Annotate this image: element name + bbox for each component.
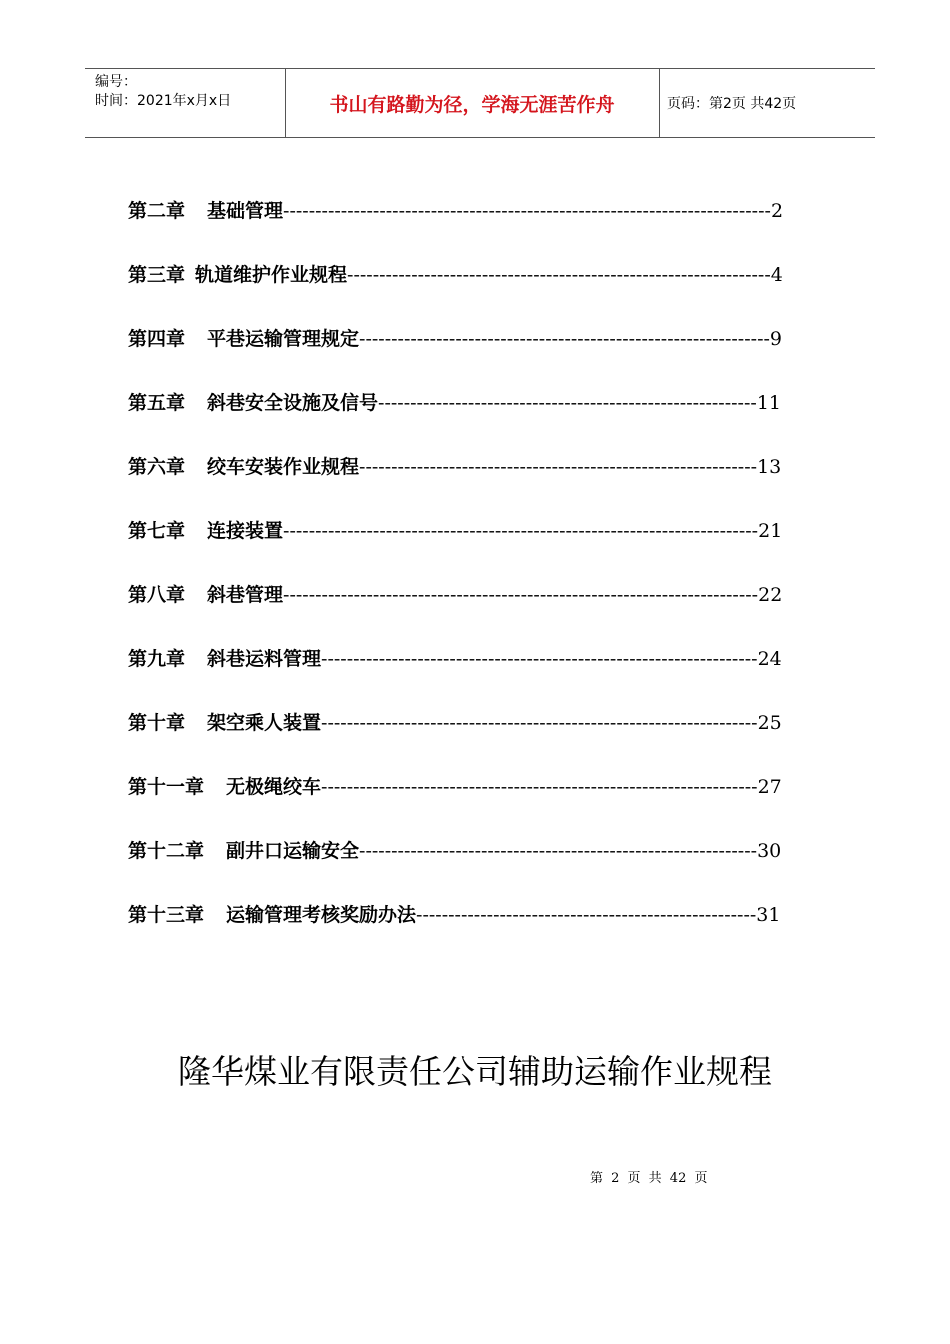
toc-chapter: 第十一章 <box>128 776 205 798</box>
toc-entry[interactable] <box>128 773 782 801</box>
toc-title: 架空乘人装置 <box>207 712 322 734</box>
toc-leader: ----------------------------------------------------- <box>416 904 757 926</box>
header-motto: 书山有路勤为径，学海无涯苦作舟 <box>285 69 660 137</box>
toc-chapter: 第八章 <box>128 584 186 606</box>
toc-entry[interactable] <box>128 389 781 417</box>
toc-title: 绞车安装作业规程 <box>207 456 360 478</box>
toc-page-number: 31 <box>756 904 781 926</box>
toc-chapter: 第六章 <box>128 456 186 478</box>
toc-page-number: 27 <box>757 776 782 798</box>
toc-chapter: 第十三章 <box>128 904 205 926</box>
page-footer: 第 2 页 共 42 页 <box>590 1171 708 1186</box>
toc-page-number: 9 <box>769 328 782 350</box>
toc-leader: -------------------------------------------------------------------- <box>321 776 758 798</box>
toc-entry[interactable] <box>128 709 782 737</box>
toc-page-number: 25 <box>757 712 782 734</box>
toc-leader: -------------------------------------------------------------------- <box>321 648 758 670</box>
toc-entry[interactable] <box>128 517 782 545</box>
header-meta-cell <box>85 69 286 137</box>
toc-title: 副井口运输安全 <box>226 840 360 862</box>
toc-leader: ------------------------------------------------------------------ <box>347 264 771 286</box>
toc-title: 斜巷安全设施及信号 <box>207 392 379 414</box>
toc-title: 斜巷管理 <box>207 584 284 606</box>
toc-page-number: 2 <box>770 200 784 222</box>
toc-page-number: 24 <box>757 648 782 670</box>
toc-leader: -------------------------------------------------------------------------- <box>283 584 759 606</box>
header-number-label: 编号： <box>95 74 137 90</box>
toc-page-number: 13 <box>757 456 782 478</box>
toc-entry[interactable] <box>128 261 783 289</box>
header-time-label: 时间：2021年x月x日 <box>95 93 232 109</box>
page-header <box>85 68 875 138</box>
header-page-info: 页码：第2页 共42页 <box>667 96 797 112</box>
toc-leader: -------------------------------------------------------------- <box>359 456 758 478</box>
toc-entry[interactable] <box>128 645 782 673</box>
document-title: 隆华煤业有限责任公司辅助运输作业规程 <box>178 1052 772 1091</box>
toc-title: 平巷运输管理规定 <box>207 328 360 350</box>
toc-chapter: 第七章 <box>128 520 186 542</box>
toc-entry[interactable] <box>128 901 780 929</box>
toc-leader: -------------------------------------------------------------------------- <box>283 520 759 542</box>
toc-leader: ---------------------------------------------------------------- <box>359 328 770 350</box>
toc-leader: ---------------------------------------------------------------------------- <box>283 200 771 222</box>
toc-title: 轨道维护作业规程 <box>195 264 348 286</box>
toc-page-number: 11 <box>756 392 781 414</box>
toc-entry[interactable] <box>128 837 781 865</box>
toc-title: 运输管理考核奖励办法 <box>226 904 417 926</box>
toc-entry[interactable] <box>128 453 781 481</box>
toc-leader: -------------------------------------------------------------- <box>359 840 758 862</box>
toc-title: 基础管理 <box>207 200 284 222</box>
toc-page-number: 4 <box>770 264 783 286</box>
toc-page-number: 21 <box>758 520 783 542</box>
toc-chapter: 第十章 <box>128 712 186 734</box>
toc-leader: -------------------------------------------------------------------- <box>321 712 758 734</box>
toc-title: 连接装置 <box>207 520 284 542</box>
toc-leader: ----------------------------------------------------------- <box>378 392 757 414</box>
toc-chapter: 第九章 <box>128 648 186 670</box>
toc-entry[interactable] <box>128 325 782 353</box>
toc-chapter: 第五章 <box>128 392 186 414</box>
toc-chapter: 第四章 <box>128 328 186 350</box>
toc-title: 斜巷运料管理 <box>207 648 322 670</box>
toc-entry[interactable] <box>128 581 782 609</box>
toc-chapter: 第二章 <box>128 200 186 222</box>
toc-page-number: 30 <box>757 840 782 862</box>
toc-page-number: 22 <box>758 584 783 606</box>
toc-chapter: 第三章 <box>128 264 186 286</box>
toc-entry[interactable] <box>128 197 783 225</box>
toc-chapter: 第十二章 <box>128 840 205 862</box>
toc-title: 无极绳绞车 <box>226 776 322 798</box>
